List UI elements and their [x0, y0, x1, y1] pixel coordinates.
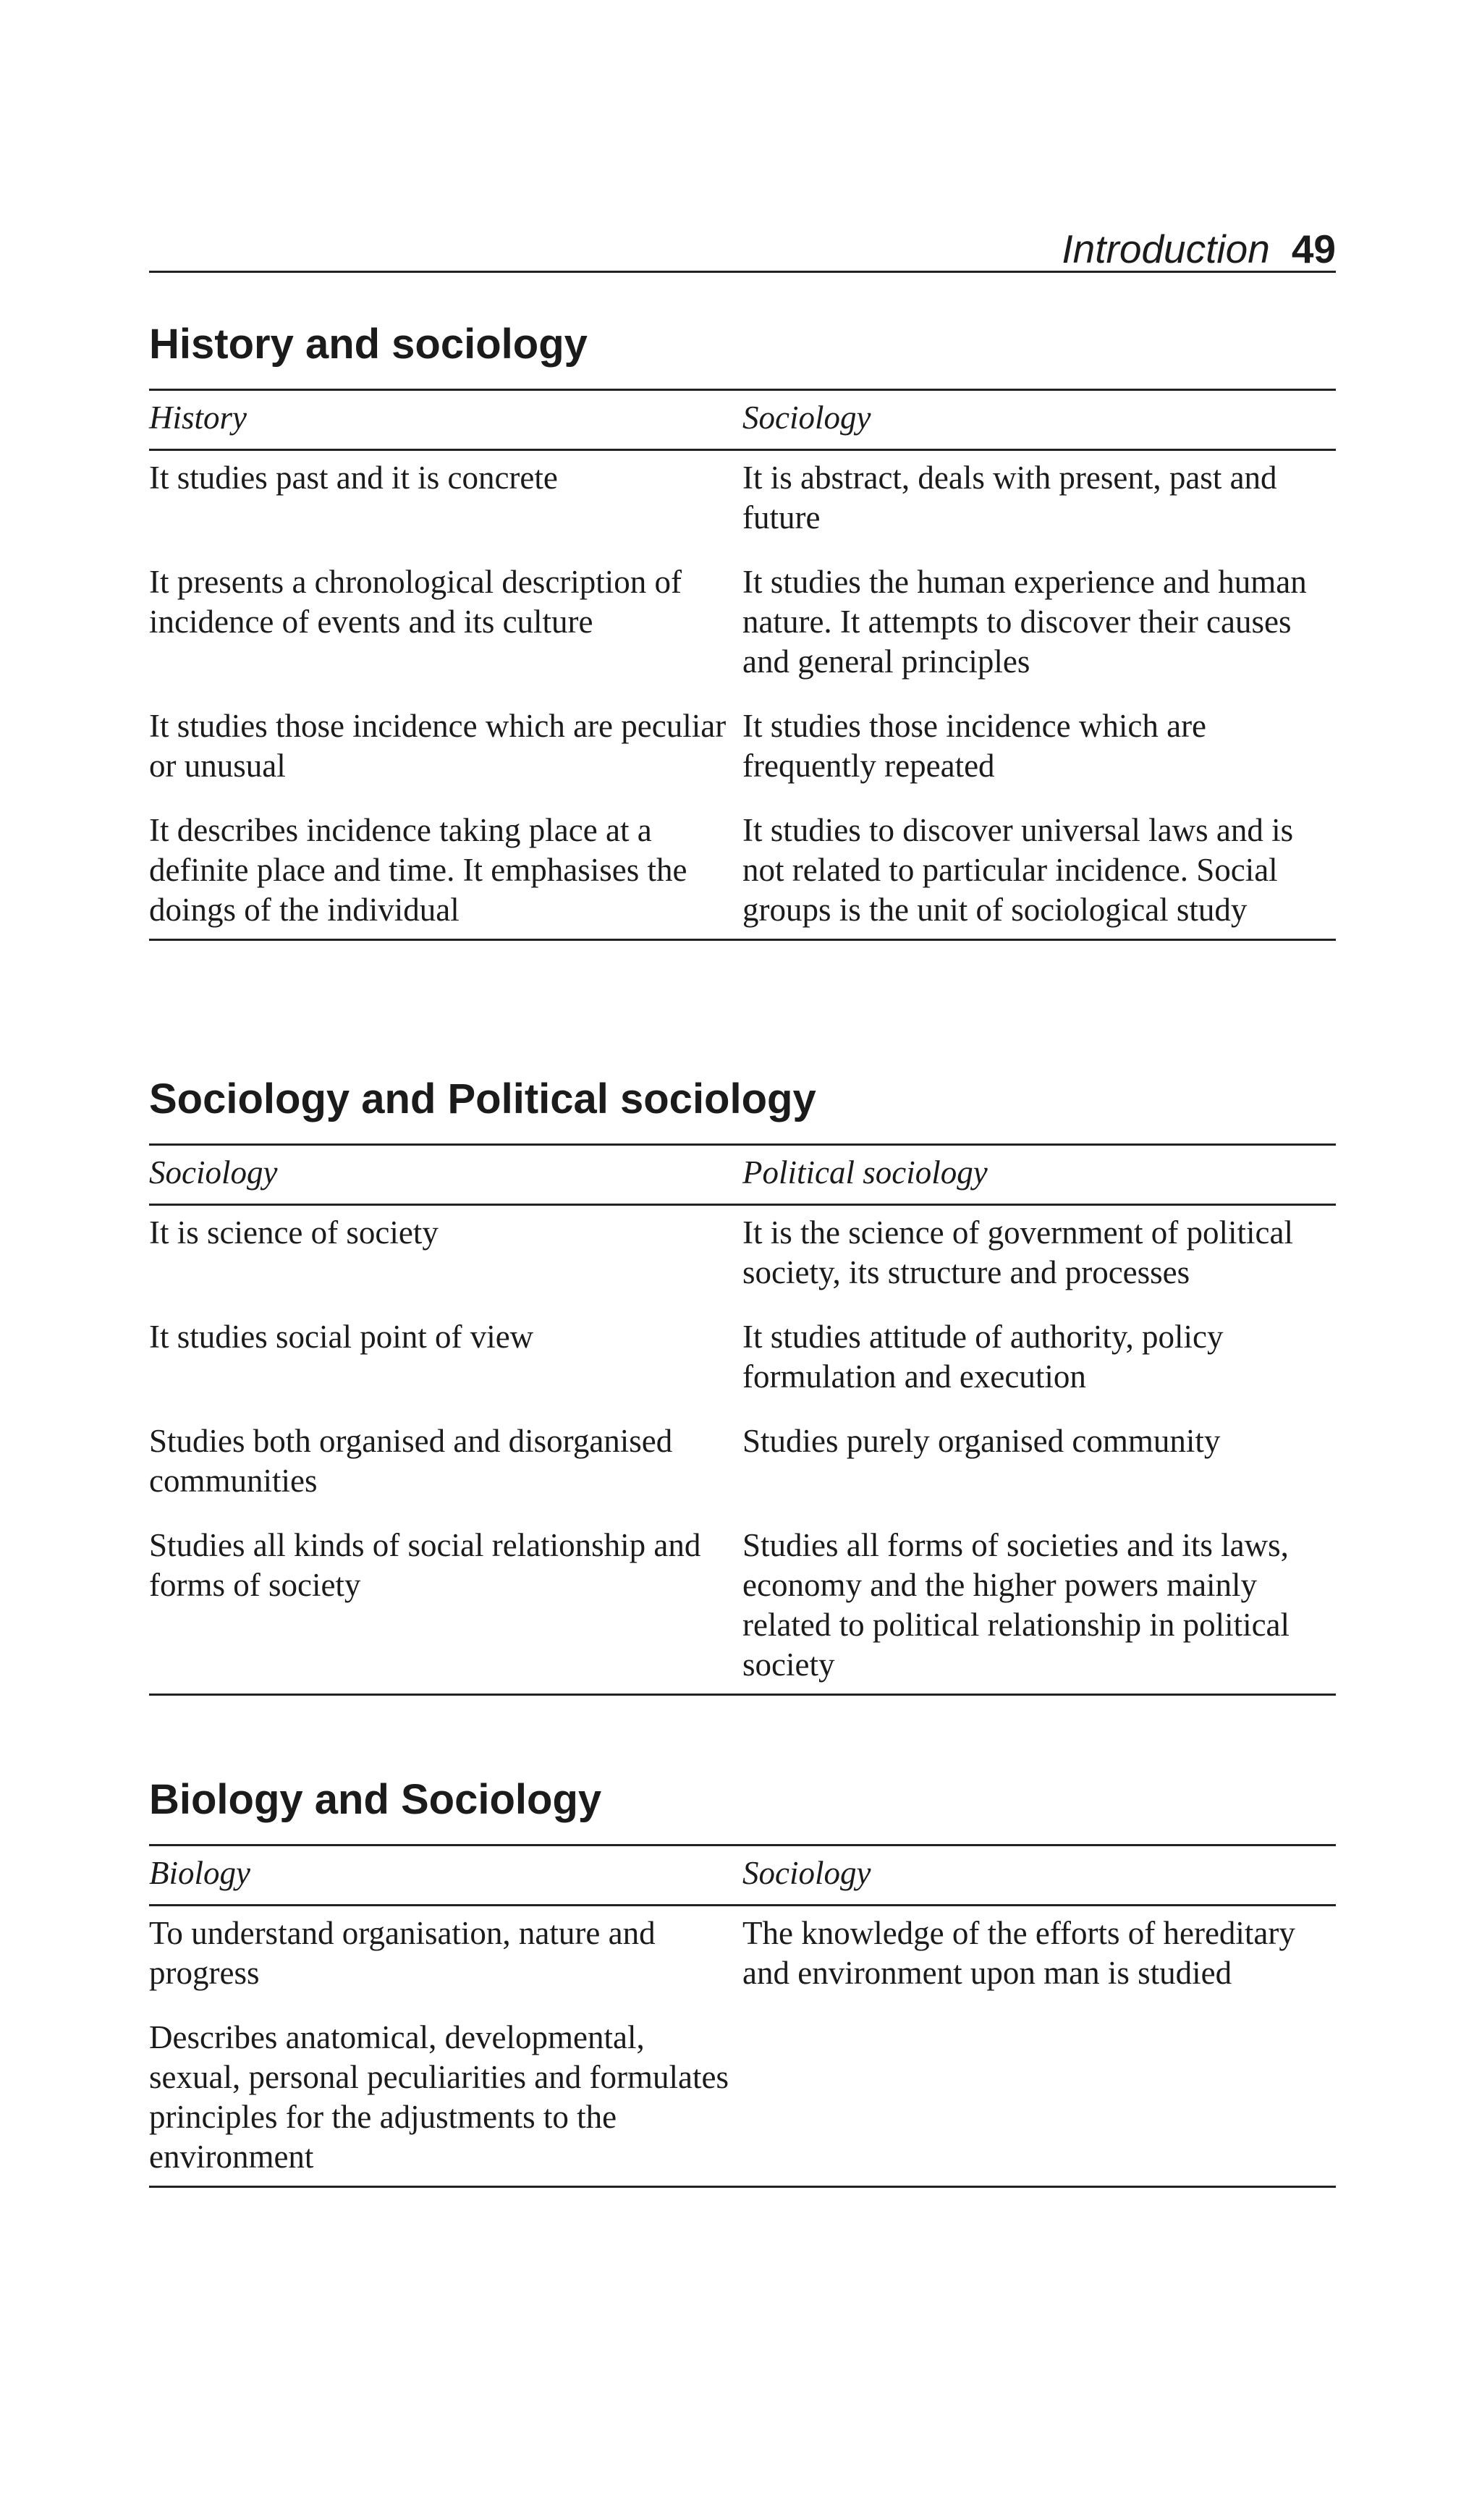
- section-heading: Sociology and Political sociology: [149, 1075, 816, 1122]
- table-cell: The knowledge of the efforts of hereditary and environment upon man is studied: [742, 1915, 1295, 1991]
- table-cell: Studies purely organised community: [742, 1423, 1221, 1459]
- running-head: [1062, 214, 1336, 269]
- table-cell: [742, 2018, 1336, 2187]
- table-row: [149, 1317, 1336, 1421]
- table-row: [149, 1906, 1336, 2018]
- table-cell: It is science of society: [149, 1214, 439, 1251]
- section-sociology-political-sociology: [149, 1075, 1336, 1696]
- column-header: Sociology: [742, 390, 1336, 450]
- comparison-table: [149, 1143, 1336, 1696]
- table-cell: It studies social point of view: [149, 1319, 534, 1355]
- table-row: [149, 1205, 1336, 1318]
- table-cell: It studies to discover universal laws and is not related to particular incidence. Social groups is the unit of sociological study: [742, 811, 1336, 940]
- table-cell: Studies all forms of societies and its laws, economy and the higher powers mainly related to political relationship in political society: [742, 1526, 1336, 1695]
- column-header: Biology: [149, 1845, 742, 1906]
- table-cell: It studies those incidence which are frequently repeated: [742, 708, 1207, 784]
- comparison-table: [149, 389, 1336, 941]
- running-head-title: Introduction: [1062, 227, 1270, 271]
- table-row: [149, 450, 1336, 563]
- table-cell: Studies all kinds of social relationship and forms of society: [149, 1526, 742, 1695]
- section-heading: Biology and Sociology: [149, 1776, 602, 1823]
- page-number: 49: [1291, 227, 1336, 271]
- header-rule: [149, 271, 1336, 273]
- table-cell: It describes incidence taking place at a definite place and time. It emphasises the doings of the individual: [149, 811, 742, 940]
- table-row: [149, 1421, 1336, 1526]
- section-heading: History and sociology: [149, 321, 588, 368]
- table-row: [149, 2018, 1336, 2187]
- table-cell: To understand organisation, nature and progress: [149, 1915, 656, 1991]
- table-row: [149, 811, 1336, 940]
- column-header: Sociology: [742, 1845, 1336, 1906]
- table-row: [149, 562, 1336, 706]
- column-header: Political sociology: [742, 1145, 1336, 1205]
- table-cell: Describes anatomical, developmental, sexual, personal peculiarities and formulates principles for the adjustments to the environment: [149, 2018, 742, 2187]
- column-header: History: [149, 390, 742, 450]
- table-header-row: [149, 1845, 1336, 1906]
- table-cell: It studies attitude of authority, policy formulation and execution: [742, 1319, 1224, 1395]
- section-biology-sociology: [149, 1776, 1336, 2188]
- table-cell: It presents a chronological description of incidence of events and its culture: [149, 564, 682, 640]
- column-header: Sociology: [149, 1145, 742, 1205]
- table-cell: It studies the human experience and human nature. It attempts to discover their causes and general principles: [742, 564, 1307, 680]
- section-history-sociology: [149, 321, 1336, 941]
- table-header-row: [149, 390, 1336, 450]
- table-cell: It studies past and it is concrete: [149, 460, 558, 496]
- comparison-table: [149, 1844, 1336, 2188]
- table-cell: It is the science of government of political society, its structure and processes: [742, 1214, 1294, 1290]
- table-row: [149, 1526, 1336, 1695]
- table-cell: It is abstract, deals with present, past and future: [742, 460, 1277, 536]
- table-cell: Studies both organised and disorganised communities: [149, 1423, 673, 1499]
- table-row: [149, 706, 1336, 811]
- table-cell: It studies those incidence which are peculiar or unusual: [149, 708, 727, 784]
- table-header-row: [149, 1145, 1336, 1205]
